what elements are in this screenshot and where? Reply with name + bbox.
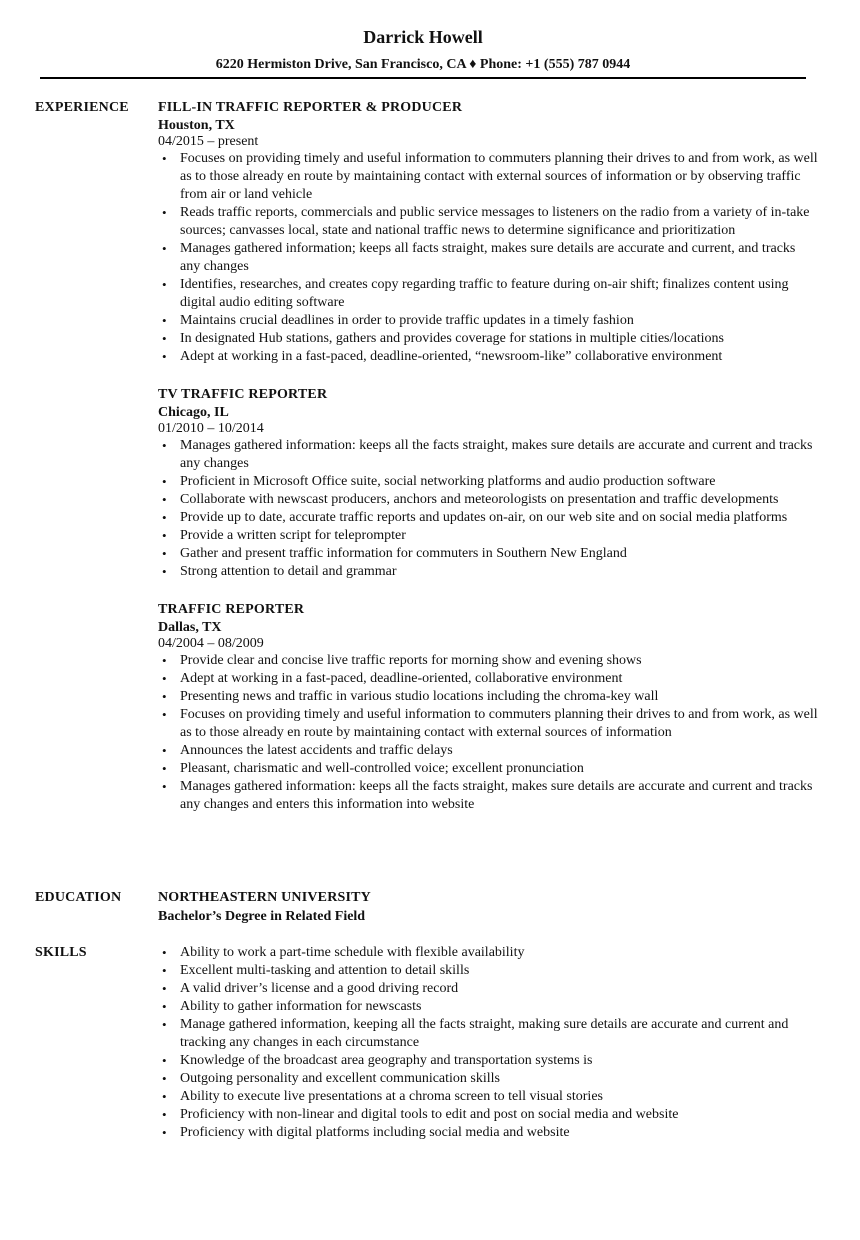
bullet-item: • Focuses on providing timely and useful information to commuters planning their drives to and from work, as well as to those already en route by maintaining contact with external sources of information or by observing traffic from air or land vehicle	[158, 150, 818, 204]
skill-item: • Outgoing personality and excellent communication skills	[158, 1070, 818, 1088]
skill-item: • Ability to work a part-time schedule with flexible availability	[158, 944, 818, 962]
candidate-name: Darrick Howell	[363, 27, 483, 47]
skill-item: • Proficiency with non-linear and digital tools to edit and post on social media and website	[158, 1106, 818, 1124]
skills-body	[158, 944, 818, 1142]
bullet-item: • Reads traffic reports, commercials and public service messages to listeners on the radio from a variety of in-take sources; canvasses local, state and national traffic news to determine significance and prioritization	[158, 204, 818, 240]
school-name: NORTHEASTERN UNIVERSITY	[158, 890, 371, 905]
bullet-item: • Gather and present traffic information for commuters in Southern New England	[158, 545, 818, 563]
skill-item: • Ability to execute live presentations at a chroma screen to tell visual stories	[158, 1088, 818, 1106]
job-location: Dallas, TX	[158, 620, 222, 635]
contact-line: 6220 Hermiston Drive, San Francisco, CA ♦ Phone: +1 (555) 787 0944	[215, 57, 631, 72]
skill-item: • A valid driver’s license and a good driving record	[158, 980, 818, 998]
bullet-item: • Pleasant, charismatic and well-controlled voice; excellent pronunciation	[158, 760, 818, 778]
bullet-item: • Focuses on providing timely and useful information to commuters planning their drives to and from work, as well as to those already en route by maintaining contact with external sources of information	[158, 706, 818, 742]
header-divider	[40, 77, 806, 79]
education-entry	[158, 889, 818, 927]
job-dates: 04/2015 – present	[158, 134, 259, 149]
bullet-item: • Provide up to date, accurate traffic reports and updates on-air, on our web site and on social media platforms	[158, 509, 818, 527]
bullet-item: • Presenting news and traffic in various studio locations including the chroma-key wall	[158, 688, 818, 706]
bullet-item: • Manages gathered information; keeps all facts straight, makes sure details are accurate and current, and tracks any changes	[158, 240, 818, 276]
skill-item: • Manage gathered information, keeping all the facts straight, making sure details are accurate and current and tracking any changes in each circumstance	[158, 1016, 818, 1052]
skill-item: • Knowledge of the broadcast area geography and transportation systems is	[158, 1052, 818, 1070]
job-dates: 04/2004 – 08/2009	[158, 636, 264, 651]
bullet-item: • Maintains crucial deadlines in order to provide traffic updates in a timely fashion	[158, 312, 818, 330]
job-entry	[158, 386, 818, 581]
job-bullets	[158, 437, 818, 581]
bullet-item: • Manages gathered information: keeps all the facts straight, makes sure details are accurate and current and tracks any changes and enters this information into website	[158, 778, 818, 814]
bullet-item: • Collaborate with newscast producers, anchors and meteorologists on presentation and traffic developments	[158, 491, 818, 509]
bullet-item: • Strong attention to detail and grammar	[158, 563, 818, 581]
bullet-item: • Provide clear and concise live traffic reports for morning show and evening shows	[158, 652, 818, 670]
job-bullets	[158, 652, 818, 814]
job-title: TRAFFIC REPORTER	[158, 602, 305, 617]
bullet-item: • Announces the latest accidents and traffic delays	[158, 742, 818, 760]
job-entry	[158, 99, 818, 366]
education-heading: EDUCATION	[35, 890, 122, 905]
bullet-item: • In designated Hub stations, gathers and provides coverage for stations in multiple cities/locations	[158, 330, 818, 348]
job-bullets	[158, 150, 818, 366]
job-title: FILL-IN TRAFFIC REPORTER & PRODUCER	[158, 100, 463, 115]
skills-list	[158, 944, 818, 1142]
skill-item: • Excellent multi-tasking and attention to detail skills	[158, 962, 818, 980]
bullet-item: • Manages gathered information: keeps all the facts straight, makes sure details are accurate and current and tracks any changes	[158, 437, 818, 473]
skill-item: • Ability to gather information for newscasts	[158, 998, 818, 1016]
job-dates: 01/2010 – 10/2014	[158, 421, 264, 436]
skills-heading: SKILLS	[35, 945, 87, 960]
experience-list	[158, 99, 818, 834]
bullet-item: • Proficient in Microsoft Office suite, social networking platforms and audio production software	[158, 473, 818, 491]
job-location: Houston, TX	[158, 118, 235, 133]
degree: Bachelor’s Degree in Related Field	[158, 909, 366, 924]
bullet-item: • Identifies, researches, and creates copy regarding traffic to feature during on-air shift; finalizes content using digital audio editing software	[158, 276, 818, 312]
job-title: TV TRAFFIC REPORTER	[158, 387, 328, 402]
skill-item: • Proficiency with digital platforms including social media and website	[158, 1124, 818, 1142]
experience-heading: EXPERIENCE	[35, 100, 129, 115]
resume-header	[0, 26, 846, 73]
job-entry	[158, 601, 818, 814]
job-location: Chicago, IL	[158, 405, 229, 420]
bullet-item: • Adept at working in a fast-paced, deadline-oriented, “newsroom-like” collaborative environment	[158, 348, 818, 366]
bullet-item: • Provide a written script for teleprompter	[158, 527, 818, 545]
bullet-item: • Adept at working in a fast-paced, deadline-oriented, collaborative environment	[158, 670, 818, 688]
